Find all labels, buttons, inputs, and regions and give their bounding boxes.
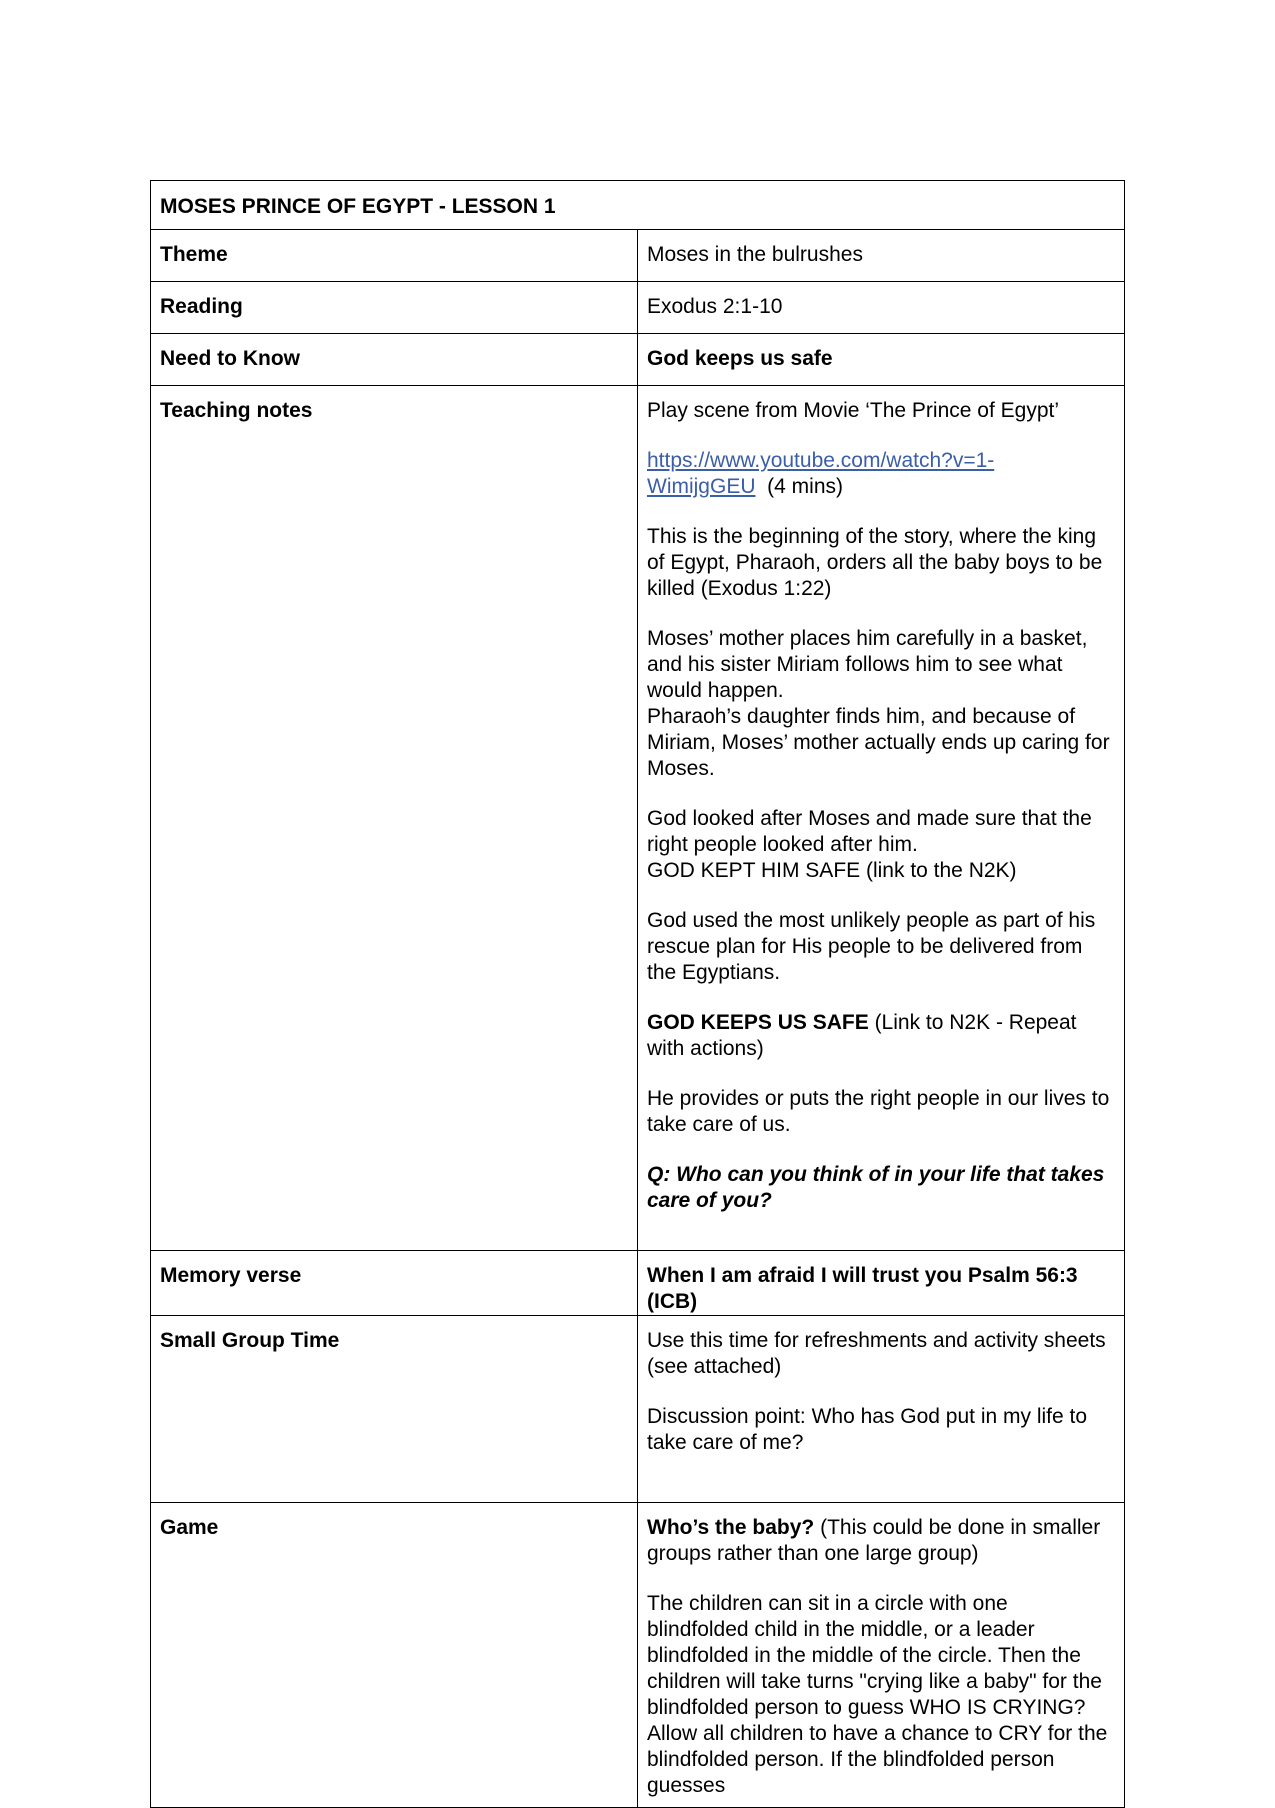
small-group-content	[638, 1316, 1125, 1503]
teaching-note-basket: Moses’ mother places him carefully in a basket, and his sister Miriam follows him to see what would happen.	[647, 627, 1088, 702]
small-group-refreshments: Use this time for refreshments and activity sheets (see attached)	[647, 1329, 1106, 1378]
small-group-label: Small Group Time	[151, 1316, 638, 1503]
lesson-table	[150, 180, 1125, 1808]
teaching-note-movie: Play scene from Movie ‘The Prince of Egypt’	[647, 399, 1060, 422]
theme-label: Theme	[151, 230, 638, 282]
teaching-notes-content	[638, 386, 1125, 1251]
game-title: Who’s the baby?	[647, 1516, 815, 1539]
lesson-title: MOSES PRINCE OF EGYPT - LESSON 1	[151, 181, 1125, 230]
need-to-know-label: Need to Know	[151, 334, 638, 386]
need-to-know-row	[151, 334, 1125, 386]
game-label: Game	[151, 1503, 638, 1808]
game-title-note: (This could be done in smaller groups rather than one large group)	[647, 1516, 1101, 1565]
reading-row	[151, 282, 1125, 334]
link-duration: (4 mins)	[767, 475, 844, 498]
small-group-discussion: Discussion point: Who has God put in my life to take care of me?	[647, 1405, 1088, 1454]
teaching-note-provides: He provides or puts the right people in our lives to take care of us.	[647, 1087, 1110, 1136]
theme-value: Moses in the bulrushes	[638, 230, 1125, 282]
reading-value: Exodus 2:1-10	[638, 282, 1125, 334]
keeps-us-safe-bold: GOD KEEPS US SAFE	[647, 1011, 869, 1034]
teaching-note-kept-safe: GOD KEPT HIM SAFE (link to the N2K)	[647, 859, 1017, 882]
youtube-link[interactable]: https://www.youtube.com/watch?v=1-WimijgGEU	[647, 449, 995, 498]
theme-row	[151, 230, 1125, 282]
teaching-note-link-line	[647, 448, 1115, 500]
teaching-notes-label: Teaching notes	[151, 386, 638, 1251]
teaching-notes-row	[151, 386, 1125, 1251]
need-to-know-value: God keeps us safe	[638, 334, 1125, 386]
game-row	[151, 1503, 1125, 1808]
table-header-row	[151, 181, 1125, 230]
teaching-note-unlikely-people: God used the most unlikely people as part of his rescue plan for His people to be delivered from the Egyptians.	[647, 909, 1096, 984]
keeps-us-safe-rest: (Link to N2K - Repeat with actions)	[647, 1011, 1077, 1060]
teaching-note-looked-after: God looked after Moses and made sure that the right people looked after him.	[647, 807, 1092, 856]
game-content	[638, 1503, 1125, 1808]
memory-verse-label: Memory verse	[151, 1251, 638, 1316]
game-title-line	[647, 1515, 1115, 1567]
memory-verse-value: When I am afraid I will trust you Psalm 56:3 (ICB)	[638, 1251, 1125, 1316]
memory-verse-row	[151, 1251, 1125, 1316]
small-group-row	[151, 1316, 1125, 1503]
teaching-note-question: Q: Who can you think of in your life that takes care of you?	[647, 1163, 1105, 1212]
reading-label: Reading	[151, 282, 638, 334]
teaching-note-daughter: Pharaoh’s daughter finds him, and because of Miriam, Moses’ mother actually ends up caring for Moses.	[647, 705, 1110, 780]
game-instructions: The children can sit in a circle with one blindfolded child in the middle, or a leader blindfolded in the middle of the circle. Then the children will take turns "crying like a baby" for the blindfolded person to guess WHO IS CRYING? Allow all children to have a chance to CRY for the blindfolded person. If the blindfolded person guesses	[647, 1592, 1108, 1797]
teaching-note-story: This is the beginning of the story, where the king of Egypt, Pharaoh, orders all the baby boys to be killed (Exodus 1:22)	[647, 525, 1103, 600]
teaching-note-keeps-us-safe	[647, 1010, 1115, 1062]
